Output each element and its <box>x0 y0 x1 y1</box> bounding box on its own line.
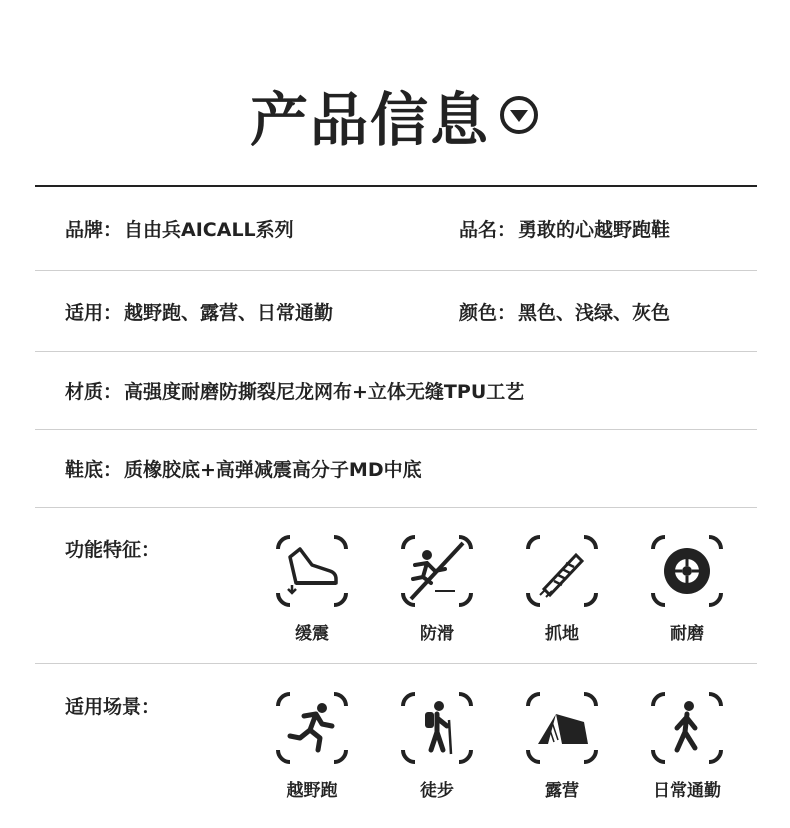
color-field <box>459 271 670 351</box>
color-value: 黑色、浅绿、灰色 <box>518 301 671 324</box>
scene-trail-run-label: 越野跑 <box>286 781 338 801</box>
scene-commute <box>647 692 727 801</box>
scene-camping-label: 露营 <box>545 781 579 801</box>
product-name-value: 勇敢的心越野跑鞋 <box>518 219 671 241</box>
feature-antislip <box>397 535 477 644</box>
feature-cushion-label: 缓震 <box>295 624 329 644</box>
scene-trail-run <box>272 692 352 801</box>
info-row-sole <box>35 430 757 508</box>
hiker-icon <box>401 692 473 764</box>
scene-camping <box>522 692 602 801</box>
walker-icon <box>651 692 723 764</box>
sole-label: 鞋底： <box>65 459 123 481</box>
material-value: 高强度耐磨防撕裂尼龙网布+立体无缝TPU工艺 <box>124 381 525 403</box>
feature-cushion <box>272 535 352 644</box>
tire-wear-icon <box>651 535 723 607</box>
product-name-field <box>459 187 670 270</box>
scene-hiking-label: 徒步 <box>420 781 454 801</box>
tent-icon <box>526 692 598 764</box>
usage-field <box>65 271 333 351</box>
feature-grip-label: 抓地 <box>545 624 579 644</box>
feature-wear-label: 耐磨 <box>670 624 704 644</box>
scene-commute-label: 日常通勤 <box>653 781 721 801</box>
no-slip-icon <box>401 535 473 607</box>
product-name-label: 品名： <box>459 219 517 241</box>
scene-hiking <box>397 692 477 801</box>
usage-label: 适用： <box>65 301 123 324</box>
info-row-brand <box>35 187 757 271</box>
features-label: 功能特征： <box>65 539 161 561</box>
scenes-label: 适用场景： <box>65 696 161 718</box>
feature-wear <box>647 535 727 644</box>
material-field <box>65 352 524 429</box>
usage-value: 越野跑、露营、日常通勤 <box>124 301 334 324</box>
brand-value: 自由兵AICALL系列 <box>124 219 294 241</box>
brand-field <box>65 187 294 270</box>
brand-label: 品牌： <box>65 219 123 241</box>
material-label: 材质： <box>65 381 123 403</box>
grip-sole-icon <box>526 535 598 607</box>
page-title <box>0 80 790 154</box>
title-text: 产品信息 <box>249 86 490 154</box>
info-row-material <box>35 352 757 430</box>
feature-grip <box>522 535 602 644</box>
runner-icon <box>276 692 348 764</box>
chevron-down-circle-icon <box>498 94 540 136</box>
info-row-usage <box>35 271 757 352</box>
sole-value: 质橡胶底+高弹减震高分子MD中底 <box>124 459 422 481</box>
cushion-shoe-icon <box>276 535 348 607</box>
feature-antislip-label: 防滑 <box>420 624 454 644</box>
sole-field <box>65 430 422 507</box>
color-label: 颜色： <box>459 301 517 324</box>
